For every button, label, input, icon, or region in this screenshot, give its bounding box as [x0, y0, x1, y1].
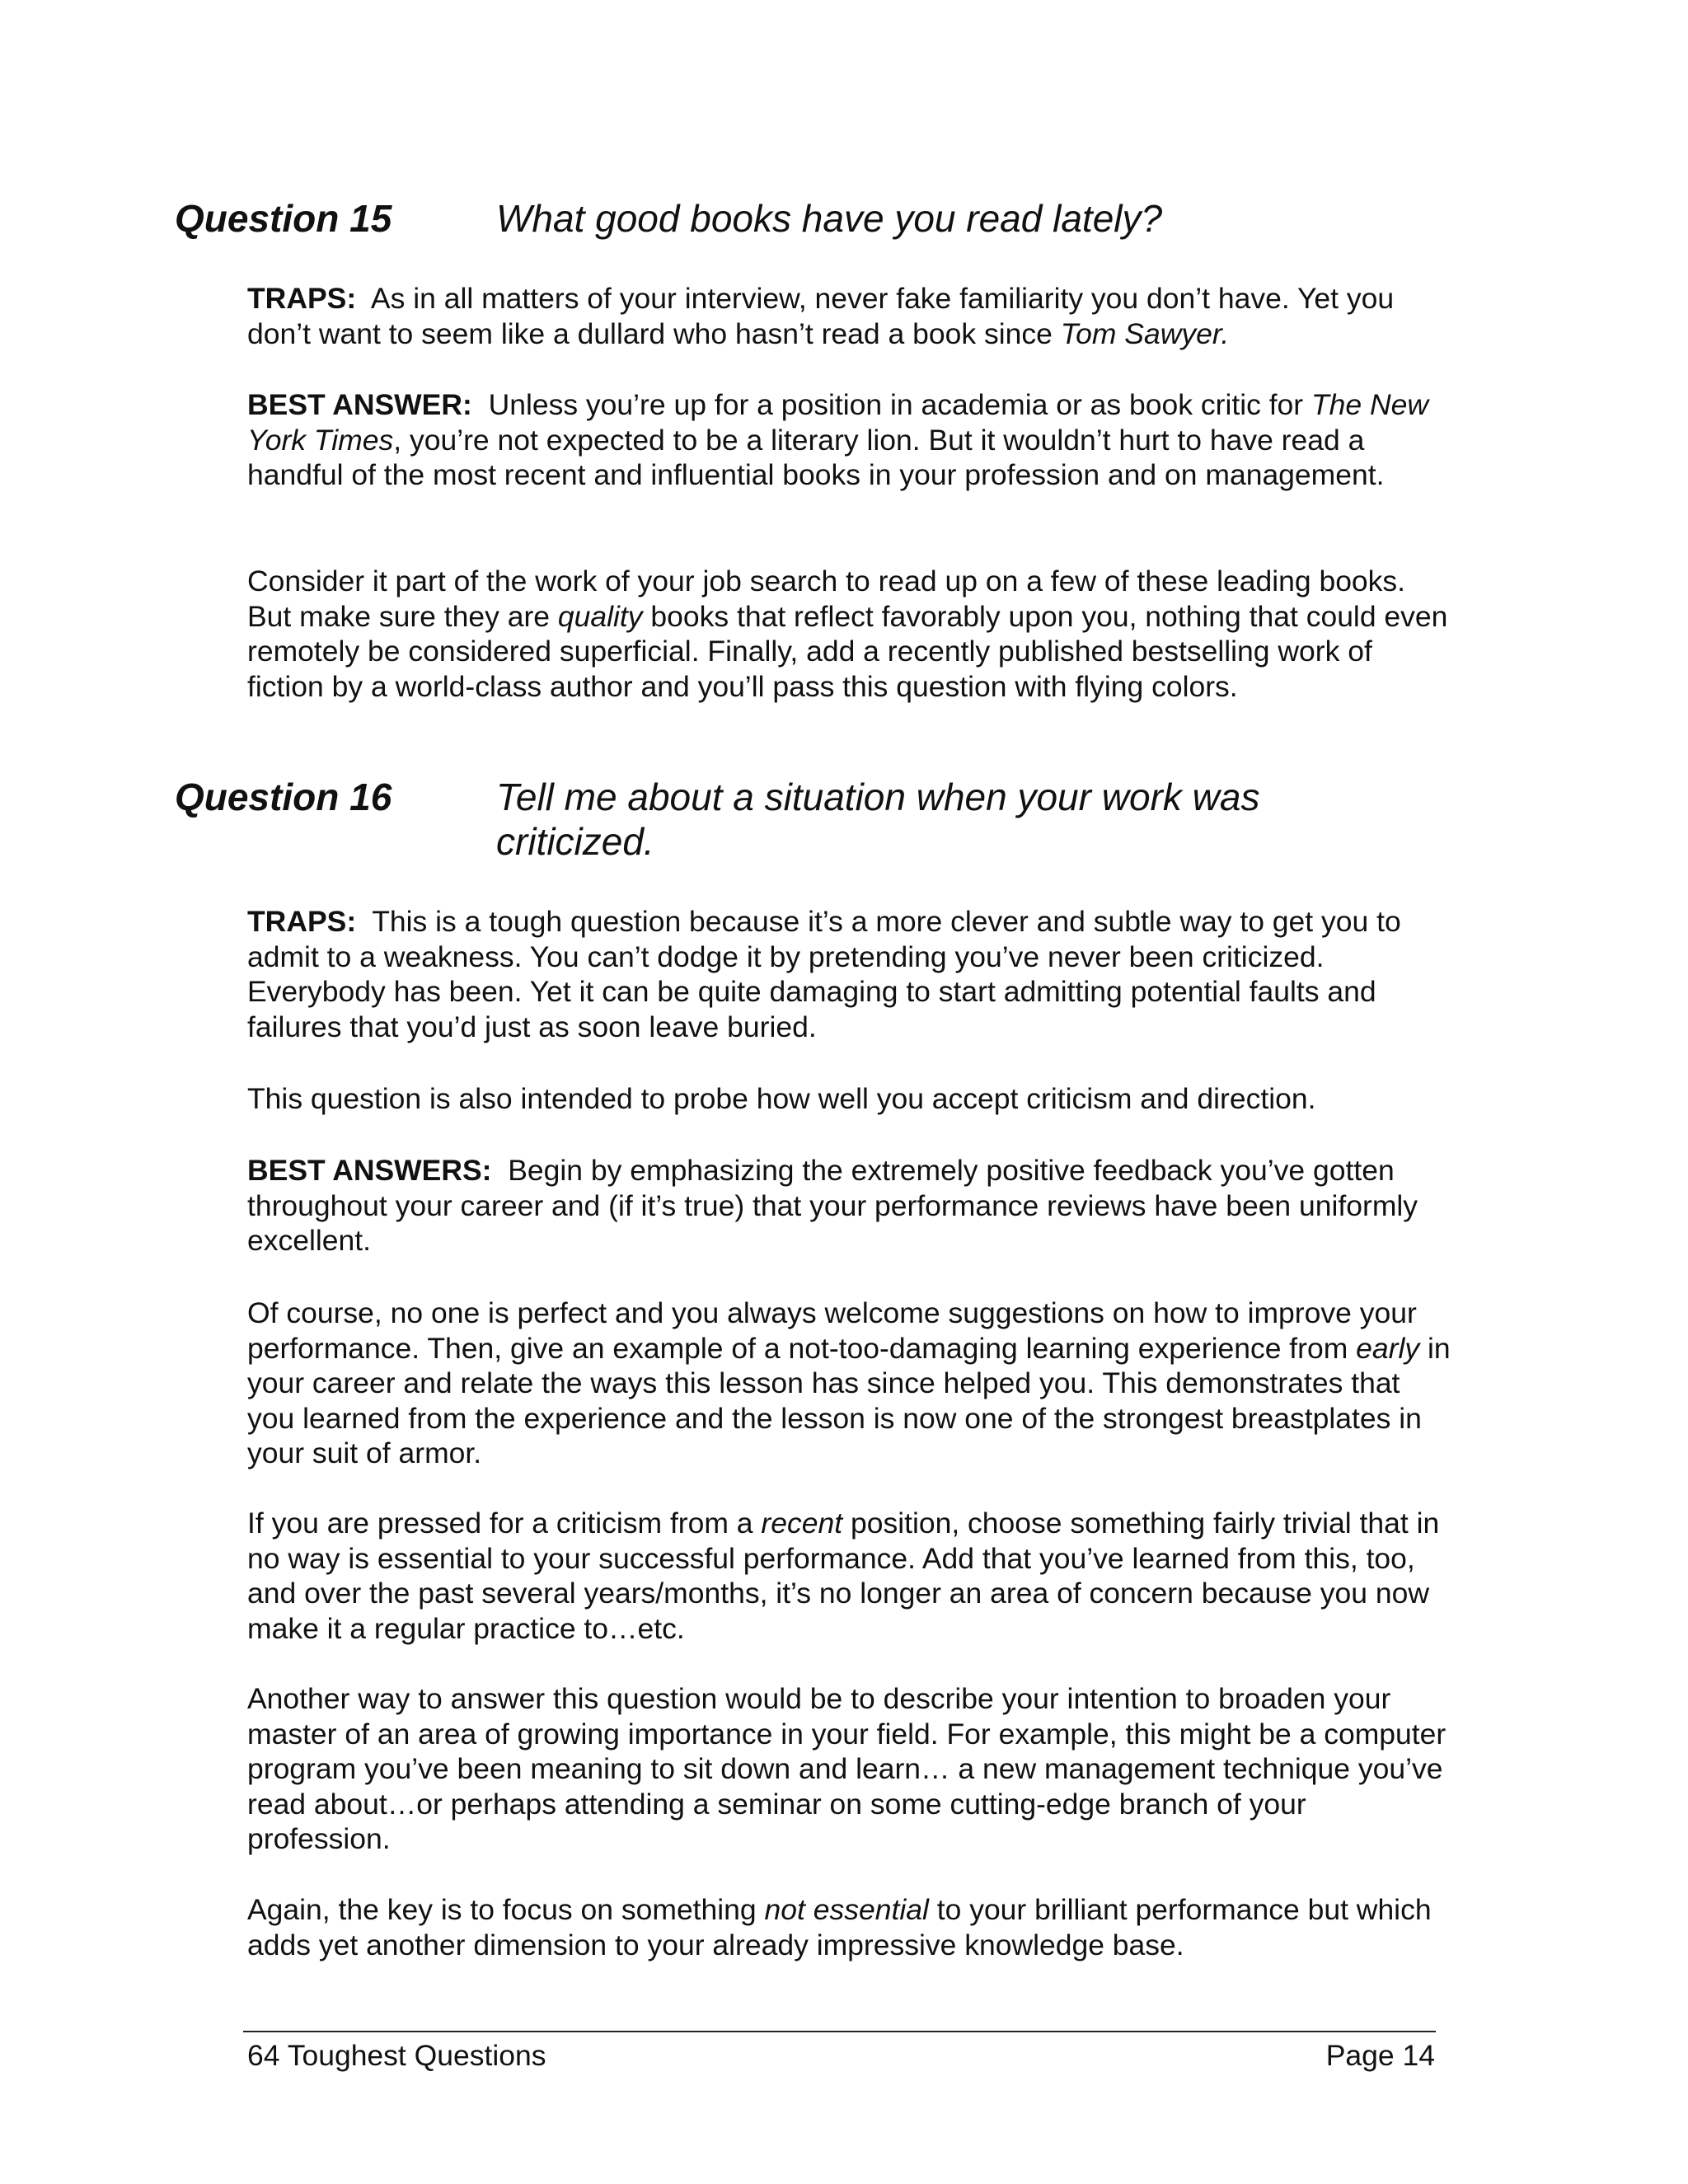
question-15-consider-text-1: Consider it part of the work of your job search to read up on a few of these leading books. But make sure they are	[247, 565, 1406, 633]
question-16-best-answers-paragraph	[247, 1153, 1451, 1258]
question-15-best-answer-text-2: , you’re not expected to be a literary lion. But it wouldn’t hurt to have read a handful of the most recent and influential books in your profession and on management.	[247, 423, 1385, 492]
question-16-perfect-text-1: Of course, no one is perfect and you always welcome suggestions on how to improve your performance. Then, give an example of a not-too-damaging learning experience from	[247, 1296, 1417, 1365]
question-16-traps-text: This is a tough question because it’s a more clever and subtle way to get you to admit to a weakness. You can’t dodge it by pretending you’ve never been criticized. Everybody has been. Yet it can be quite damaging to start admitting potential faults and failures that you’d just as soon leave buried.	[247, 905, 1401, 1043]
question-16-title-line-2: criticized.	[496, 820, 654, 863]
question-16-traps-label: TRAPS:	[247, 905, 357, 938]
question-16-title	[496, 775, 1320, 864]
question-15-traps-text: As in all matters of your interview, never fake familiarity you don’t have. Yet you don’t want to seem like a dullard who hasn’t read a book since	[247, 282, 1395, 350]
question-16-pressed-text-2: position, choose something fairly trivial that in no way is essential to your successful performance. Add that you’ve learned from this, too, and over the past several years/months, it’s no longer an area of concern because you now make it a regular practice to…etc.	[247, 1507, 1440, 1645]
question-16-again-text-2: to your brilliant performance but which adds yet another dimension to your already impressive knowledge base.	[247, 1893, 1432, 1961]
question-16-title-line-1: Tell me about a situation when your work was	[496, 776, 1260, 818]
question-15-traps-paragraph	[247, 281, 1451, 351]
footer-page-number: Page 14	[1325, 2039, 1435, 2072]
question-15-consider-italic: quality	[557, 599, 643, 633]
question-16-number: Question 16	[175, 776, 392, 818]
footer-divider	[243, 2031, 1436, 2032]
question-15-title: What good books have you read lately?	[496, 197, 1163, 240]
question-15-best-answer-italic: The New York Times	[247, 388, 1429, 457]
question-15-number: Question 15	[175, 197, 392, 240]
question-16-perfect-paragraph	[247, 1296, 1451, 1471]
question-15-consider-paragraph	[247, 564, 1451, 704]
question-16-perfect-italic: early	[1356, 1331, 1420, 1365]
question-15-traps-label: TRAPS:	[247, 282, 357, 315]
question-16-pressed-italic: recent	[761, 1507, 843, 1540]
question-15-traps-italic: Tom Sawyer.	[1060, 316, 1230, 350]
question-15-consider-text-2: books that reflect favorably upon you, nothing that could even remotely be considered superficial. Finally, add a recently published bestselling work of fiction by a world-class author and you’ll pass this question with flying colors.	[247, 599, 1448, 703]
question-16-perfect-text-2: in your career and relate the ways this lesson has since helped you. This demonstrates that you learned from the experience and the lesson is now one of the strongest breastplates in your suit of armor.	[247, 1331, 1451, 1470]
question-15-best-answer-label: BEST ANSWER:	[247, 388, 472, 421]
question-16-traps-paragraph	[247, 904, 1451, 1044]
question-16-again-text-1: Again, the key is to focus on something	[247, 1893, 765, 1926]
question-16-pressed-text-1: If you are pressed for a criticism from a	[247, 1507, 762, 1540]
question-16-probe-paragraph: This question is also intended to probe how well you accept criticism and direction.	[247, 1082, 1316, 1115]
question-16-again-italic: not essential	[764, 1893, 929, 1926]
question-16-best-answers-label: BEST ANSWERS:	[247, 1154, 492, 1187]
question-16-pressed-paragraph	[247, 1506, 1451, 1646]
question-16-best-answers-text: Begin by emphasizing the extremely positive feedback you’ve gotten throughout your career and (if it’s true) that your performance reviews have been uniformly excellent.	[247, 1154, 1418, 1258]
question-16-again-paragraph	[247, 1892, 1451, 1962]
question-15-best-answer-paragraph	[247, 387, 1451, 493]
footer-document-title: 64 Toughest Questions	[247, 2039, 546, 2072]
question-16-another-paragraph: Another way to answer this question would be to describe your intention to broaden your master of an area of growing importance in your field. For example, this might be a computer program you’ve been meaning to sit down and learn… a new management technique you’ve read about…or perhaps attending a seminar on some cutting-edge branch of your profession.	[247, 1682, 1447, 1856]
question-15-best-answer-text-1: Unless you’re up for a position in academia or as book critic for	[488, 388, 1311, 421]
